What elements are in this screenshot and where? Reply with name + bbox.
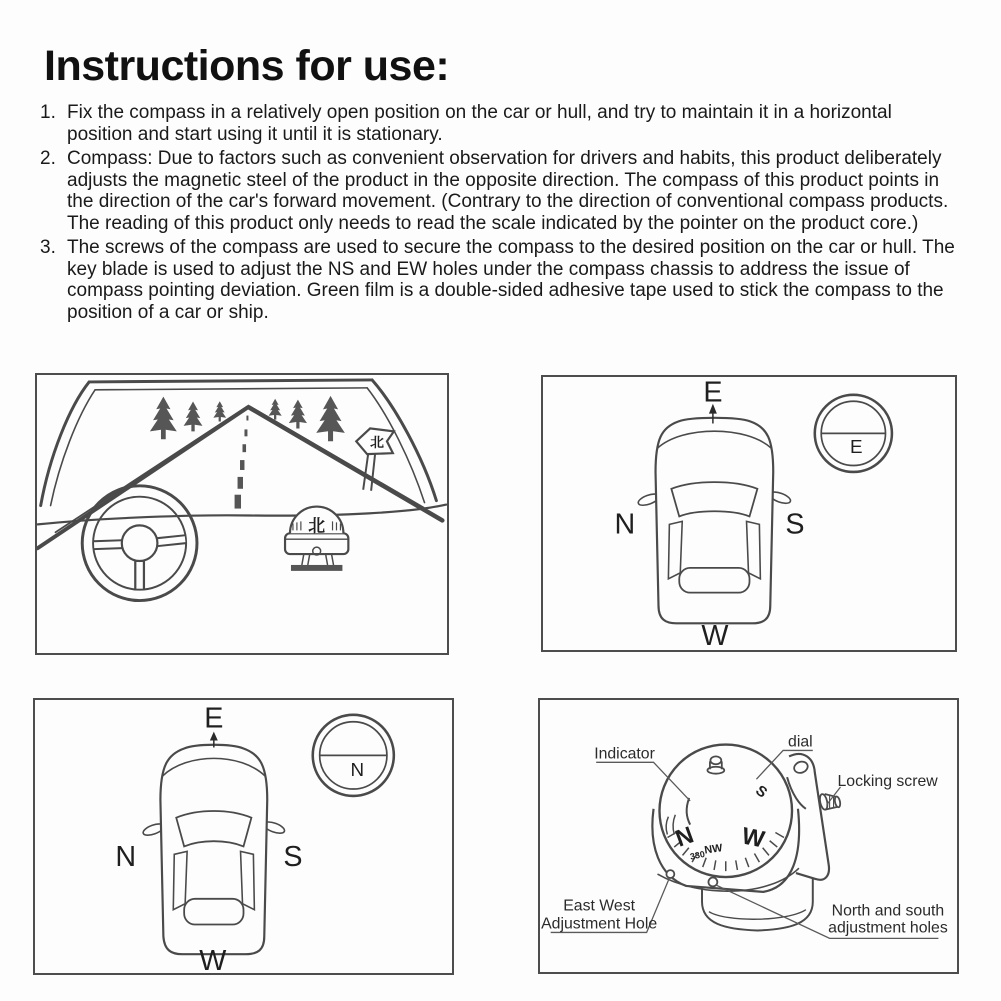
instruction-text: Fix the compass in a relatively open position on the car or hull, and try to maintain it in a horizontal position and start using it until it is stationary. xyxy=(67,102,892,145)
direction-left: N xyxy=(614,508,636,541)
panel-car-heading-east xyxy=(541,375,957,652)
road xyxy=(38,406,443,548)
label-indicator: Indicator xyxy=(594,745,655,763)
car-top-view xyxy=(637,418,792,623)
panel-windshield-view xyxy=(35,373,449,655)
east-west-adjustment-hole xyxy=(666,870,674,878)
steering-wheel xyxy=(82,486,197,601)
car-east-drawing xyxy=(543,377,955,650)
instruction-item xyxy=(40,148,956,234)
instruction-number: 1. xyxy=(40,102,56,123)
dial-330: 330 xyxy=(689,848,706,862)
label-ns-1: North and south xyxy=(831,902,945,920)
instruction-list xyxy=(40,102,956,326)
car-north-drawing xyxy=(35,700,452,973)
label-locking-screw: Locking screw xyxy=(837,773,938,791)
compass-dial-icon xyxy=(815,395,892,472)
direction-bottom: W xyxy=(701,620,729,650)
instruction-item xyxy=(40,237,956,323)
panel-car-compass-north xyxy=(33,698,454,975)
direction-right: S xyxy=(785,508,805,541)
direction-bottom: W xyxy=(199,945,227,973)
direction-right: S xyxy=(283,841,303,874)
dash-compass-north-label: 北 xyxy=(308,516,326,536)
panel-product-diagram xyxy=(538,698,959,974)
locking-screw xyxy=(819,793,841,810)
dial-nw: NW xyxy=(703,842,724,857)
instruction-number: 2. xyxy=(40,148,56,169)
dial-s: S xyxy=(752,782,770,802)
compass-reading: N xyxy=(350,759,365,781)
label-east-west-2: Adjustment Hole xyxy=(541,915,658,933)
dial-n: N xyxy=(672,822,698,853)
direction-left: N xyxy=(115,841,137,874)
sign-north-label: 北 xyxy=(370,434,384,451)
page-title: Instructions for use: xyxy=(44,42,450,90)
direction-top: E xyxy=(703,377,723,409)
windshield-drawing xyxy=(37,375,447,653)
label-ns-2: adjustment holes xyxy=(828,919,948,937)
dome-knob xyxy=(707,756,724,773)
dial-w: W xyxy=(739,823,767,854)
instruction-text: Compass: Due to factors such as convenient observation for drivers and habits, this product deliberately adjusts the magnetic steel of the product in the opposite direction. The compass of this product points in the direction of the car's forward movement. (Contrary to the direction of conventional compass products. The reading of this product only needs to read the scale indicated by the pointer on the product core.) xyxy=(67,148,949,234)
label-east-west-1: East West xyxy=(563,897,636,915)
instruction-number: 3. xyxy=(40,237,56,258)
direction-top: E xyxy=(204,702,224,735)
road-center-dashes xyxy=(235,416,249,509)
instruction-item xyxy=(40,102,956,145)
compass-product-drawing xyxy=(540,700,957,972)
car-top-view xyxy=(142,745,286,954)
car-body xyxy=(160,745,267,954)
compass-dial-icon xyxy=(313,715,394,796)
label-dial: dial xyxy=(788,733,813,751)
compass-reading: E xyxy=(850,436,863,458)
compass-dome xyxy=(659,745,792,878)
instruction-text: The screws of the compass are used to secure the compass to the desired position on the car or hull. The key blade is used to adjust the NS and EW holes under the compass chassis to address the issue of compass pointing deviation. Green film is a double-sided adhesive tape used to stick the compass to the position of a car or ship. xyxy=(67,237,955,323)
